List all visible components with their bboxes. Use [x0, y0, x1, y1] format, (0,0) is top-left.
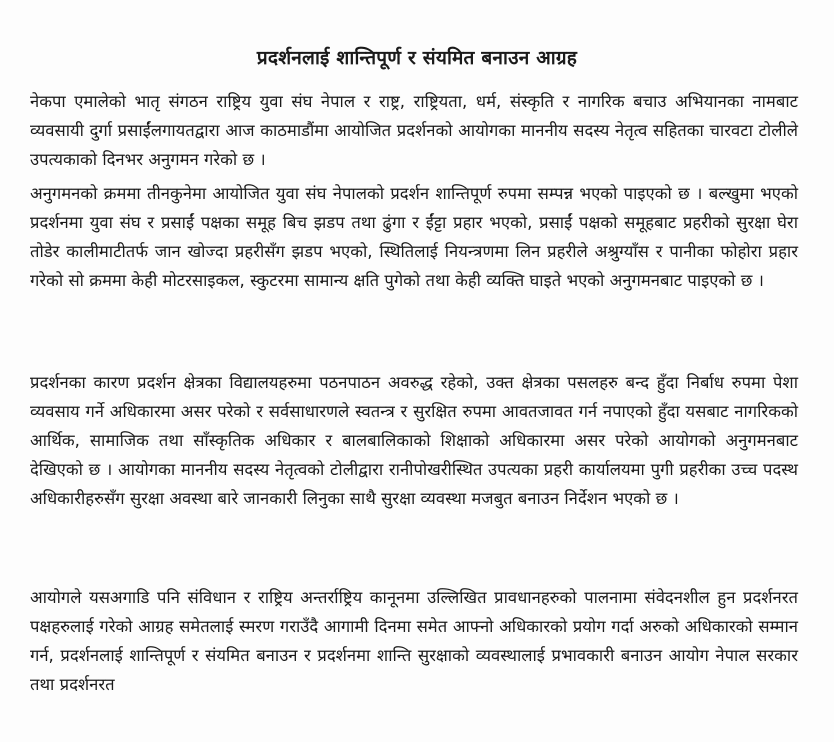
- paragraph-1: नेकपा एमालेको भातृ संगठन राष्ट्रिय युवा संघ नेपाल र राष्ट्र, राष्ट्रियता, धर्म, संस्कृति र नागरिक बचाउ अभियानका नामबाट व्यवसायी दुर्गा प्रसाईंलगायतद्वारा आज काठमाडौंमा आयोजित प्रदर्शनको आयोगका माननीय सदस्य नेतृत्व सहितका चारवटा टोलीले उपत्यकाको दिनभर अनुगमन गरेको छ ।: [30, 92, 798, 169]
- paragraph-3: प्रदर्शनका कारण प्रदर्शन क्षेत्रका विद्यालयहरुमा पठनपाठन अवरुद्ध रहेको, उक्त क्षेत्रका पसलहरु बन्द हुँदा निर्बाध रुपमा पेशा व्यवसाय गर्ने अधिकारमा असर परेको र सर्वसाधारणले स्वतन्त्र र सुरक्षित रुपमा आवतजावत गर्न नपाएको हुँदा यसबाट नागरिकको आर्थिक, सामाजिक तथा साँस्कृतिक अधिकार र बालबालिकाको शिक्षाको अधिकारमा असर परेको आयोगको अनुगमनबाट देखिएको छ । आयोगका माननीय सदस्य नेतृत्वको टोलीद्वारा रानीपोखरीस्थित उपत्यका प्रहरी कार्यालयमा पुगी प्रहरीका उच्च पदस्थ अधिकारीहरुसँग सुरक्षा अवस्था बारे जानकारी लिनुका साथै सुरक्षा व्यवस्था मजबुत बनाउन निर्देशन भएको छ ।: [30, 373, 798, 508]
- paragraph-4: आयोगले यसअगाडि पनि संविधान र राष्ट्रिय अन्तर्राष्ट्रिय कानूनमा उल्लिखित प्रावधानहरुको पालनामा संवेदनशील हुन प्रदर्शनरत पक्षहरुलाई गरेको आग्रह समेतलाई स्मरण गराउँदै आगामी दिनमा समेत आफ्नो अधिकारको प्रयोग गर्दा अरुको अधिकारको सम्मान गर्न, प्रदर्शनलाई शान्तिपूर्ण र संयमित बनाउन र प्रदर्शनमा शान्ति सुरक्षाको व्यवस्थालाई प्रभावकारी बनाउन आयोग नेपाल सरकार तथा प्रदर्शनरत: [30, 588, 798, 694]
- paragraph-2: अनुगमनको क्रममा तीनकुनेमा आयोजित युवा संघ नेपालको प्रदर्शन शान्तिपूर्ण रुपमा सम्पन्न भएको पाइएको छ । बल्खुमा भएको प्रदर्शनमा युवा संघ र प्रसाईं पक्षका समूह बिच झडप तथा ढुंगा र ईंट्टा प्रहार भएको, प्रसाईं पक्षको समूहबाट प्रहरीको सुरक्षा घेरा तोडेर कालीमाटीतर्फ जान खोज्दा प्रहरीसँग झडप भएको, स्थितिलाई नियन्त्रणमा लिन प्रहरीले अश्रुग्याँस र पानीका फोहोरा प्रहार गरेको सो क्रममा केही मोटरसाइकल, स्कुटरमा सामान्य क्षति पुगेको तथा केही व्यक्ति घाइते भएको अनुगमनबाट पाइएको छ ।: [30, 184, 798, 290]
- document-title: प्रदर्शनलाई शान्तिपूर्ण र संयमित बनाउन आग्रह: [256, 47, 578, 69]
